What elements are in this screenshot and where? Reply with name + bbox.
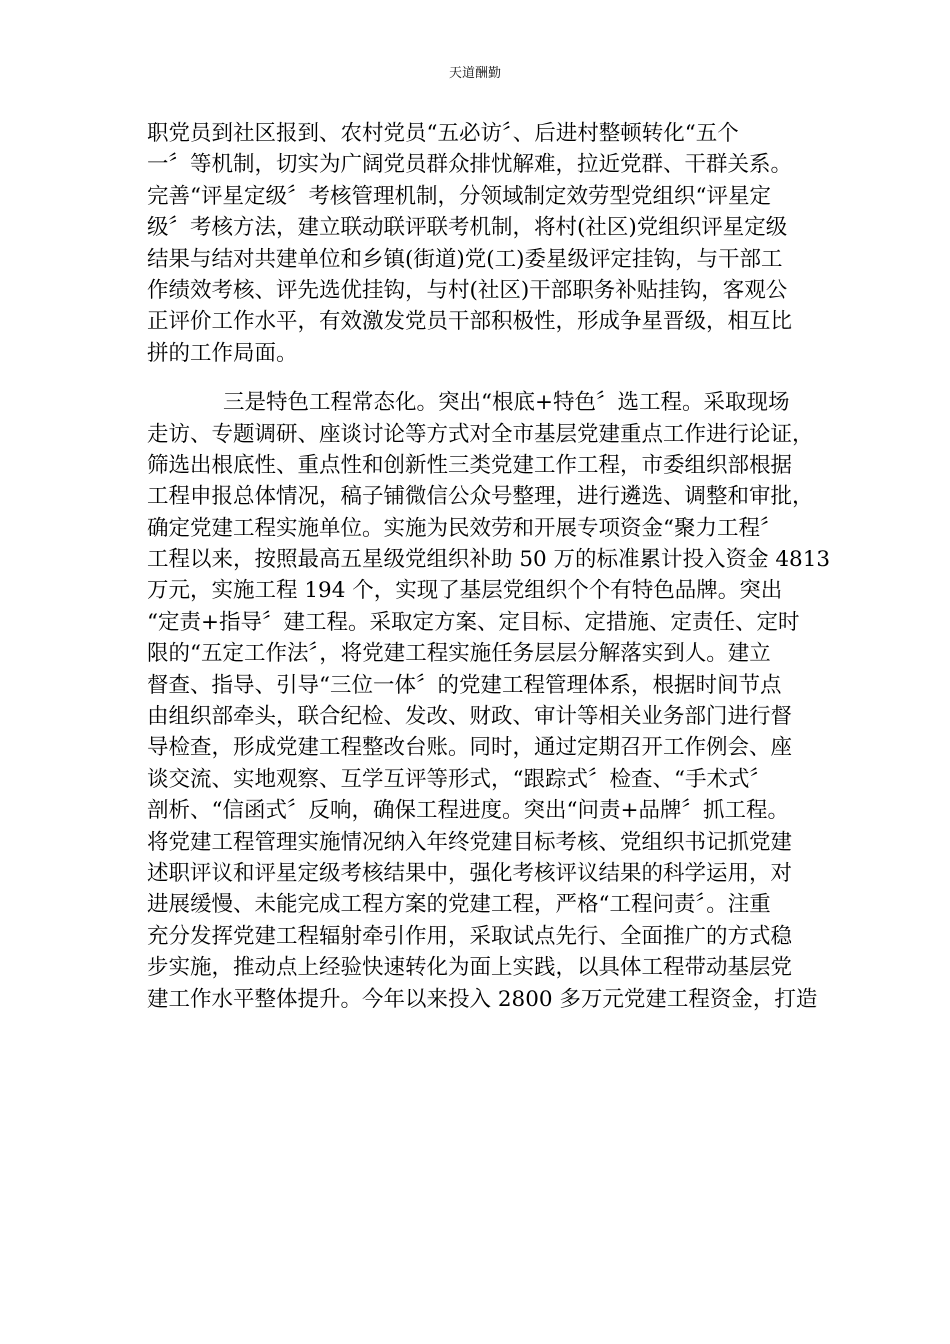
text-line: 建工作水平整体提升。今年以来投入 2800 多万元党建工程资金，打造 bbox=[147, 986, 818, 1012]
paragraph-spacer bbox=[147, 369, 807, 387]
text-line: 限的“五定工作法〞，将党建工程实施任务层层分解落实到人。建立 bbox=[147, 641, 771, 667]
text-line: 督查、指导、引导“三位一体〞的党建工程管理体系，根据时间节点 bbox=[147, 672, 782, 698]
text-line: 谈交流、实地观察、互学互评等形式，“跟踪式〞检查、“手术式〞 bbox=[147, 766, 771, 792]
text-line: 由组织部牵头，联合纪检、发改、财政、审计等相关业务部门进行督 bbox=[147, 704, 793, 730]
text-line: 确定党建工程实施单位。实施为民效劳和开展专项资金“聚力工程〞 bbox=[147, 515, 782, 541]
text-line: 完善“评星定级〞考核管理机制，分领域制定效劳型党组织“评星定 bbox=[147, 183, 771, 209]
text-line: 正评价工作水平，有效激发党员干部积极性，形成争星晋级，相互比 bbox=[147, 309, 793, 335]
text-line: 走访、专题调研、座谈讨论等方式对全市基层党建重点工作进行论证， bbox=[147, 421, 814, 447]
text-line: 筛选出根底性、重点性和创新性三类党建工作工程，市委组织部根据 bbox=[147, 452, 793, 478]
text-line: 充分发挥党建工程辐射牵引作用，采取试点先行、全面推广的方式稳 bbox=[147, 923, 793, 949]
text-line: 作绩效考核、评先选优挂钩，与村(社区)干部职务补贴挂钩，客观公 bbox=[147, 277, 788, 303]
text-line: 结果与结对共建单位和乡镇(街道)党(工)委星级评定挂钩，与干部工 bbox=[147, 246, 783, 272]
text-line: 工程申报总体情况，稿子铺微信公众号整理，进行遴选、调整和审批， bbox=[147, 484, 814, 510]
text-line: 拼的工作局面。 bbox=[147, 340, 298, 366]
text-line: 级〞考核方法，建立联动联评联考机制，将村(社区)党组织评星定级 bbox=[147, 215, 788, 241]
text-line: 万元，实施工程 194 个，实现了基层党组织个个有特色品牌。突出 bbox=[147, 578, 783, 604]
text-line: 工程以来，按照最高五星级党组织补助 50 万的标准累计投入资金 4813 bbox=[147, 547, 831, 573]
page-header: 天道酬勤 bbox=[448, 66, 501, 81]
text-line: 三是特色工程常态化。突出“根底+特色〞选工程。采取现场 bbox=[223, 390, 790, 416]
text-line: 将党建工程管理实施情况纳入年终党建目标考核、党组织书记抓党建 bbox=[147, 829, 793, 855]
text-line: 导检查，形成党建工程整改台账。同时，通过定期召开工作例会、座 bbox=[147, 735, 793, 761]
text-line: 步实施，推动点上经验快速转化为面上实践，以具体工程带动基层党 bbox=[147, 955, 793, 981]
text-line: “定责+指导〞建工程。采取定方案、定目标、定措施、定责任、定时 bbox=[147, 609, 800, 635]
paragraph-1 bbox=[147, 118, 807, 369]
text-line: 剖析、“信函式〞反响，确保工程进度。突出“问责+品牌〞抓工程。 bbox=[147, 798, 790, 824]
text-line: 职党员到社区报到、农村党员“五必访〞、后进村整顿转化“五个 bbox=[147, 121, 739, 146]
text-line: 进展缓慢、未能完成工程方案的党建工程，严格“工程问责〞。注重 bbox=[147, 892, 771, 918]
text-line: 一〞等机制，切实为广阔党员群众排忧解难，拉近党群、干群关系。 bbox=[147, 152, 793, 178]
document-body bbox=[147, 118, 831, 1015]
text-line: 述职评议和评星定级考核结果中，强化考核评议结果的科学运用，对 bbox=[147, 860, 793, 886]
paragraph-2 bbox=[147, 387, 831, 1015]
